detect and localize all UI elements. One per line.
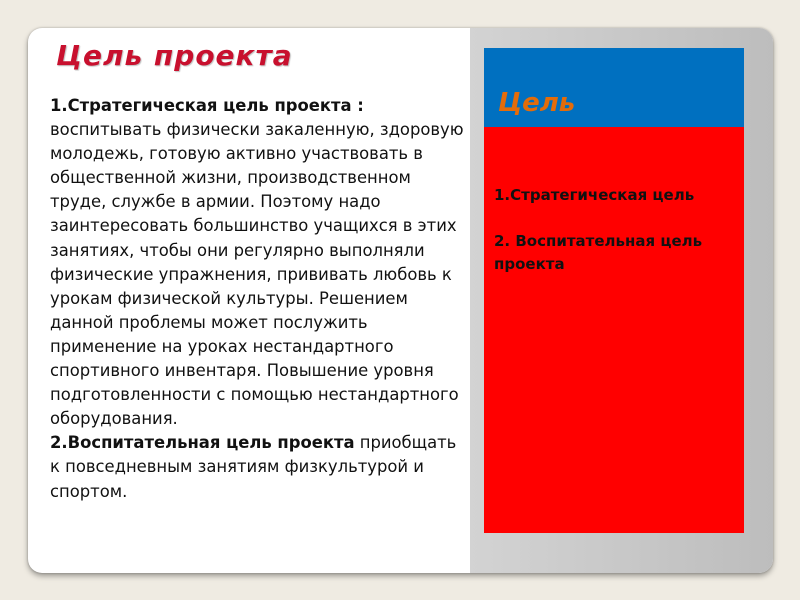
goal-paragraph-2	[50, 431, 465, 503]
slide	[28, 28, 773, 573]
slide-title: Цель проекта	[56, 39, 293, 72]
goal-panel-item-strategic: 1.Стратегическая цель	[494, 186, 695, 204]
strategic-goal-text: воспитывать физически закаленную, здоровую молодежь, готовую активно участвовать в общественной жизни, производственном труде, службе в армии. Поэтому надо заинтересовать большинство учащихся в этих занятиях, чтобы они регулярно выполняли физические упражнения, прививать любовь к урокам физической культуры. Решением данной проблемы может послужить применение на уроках нестандартного спортивного инвентаря. Повышение уровня подготовленности с помощью нестандартного оборудования.	[50, 120, 464, 429]
strategic-goal-lead: 1.Стратегическая цель проекта :	[50, 96, 364, 115]
goal-panel-body	[484, 127, 744, 533]
goal-panel-list	[494, 184, 734, 276]
goal-panel-item-educational: 2. Воспитательная цель проекта	[494, 232, 703, 273]
educational-goal-text: приобщать к повседневным занятиям физкультурой и спортом.	[50, 433, 457, 501]
goal-panel-heading: Цель	[498, 88, 576, 118]
goal-panel-header	[484, 48, 744, 127]
educational-goal-lead: 2.Воспитательная цель проекта	[50, 433, 355, 453]
goal-paragraph-1	[50, 94, 465, 431]
slide-body-text	[50, 94, 465, 504]
